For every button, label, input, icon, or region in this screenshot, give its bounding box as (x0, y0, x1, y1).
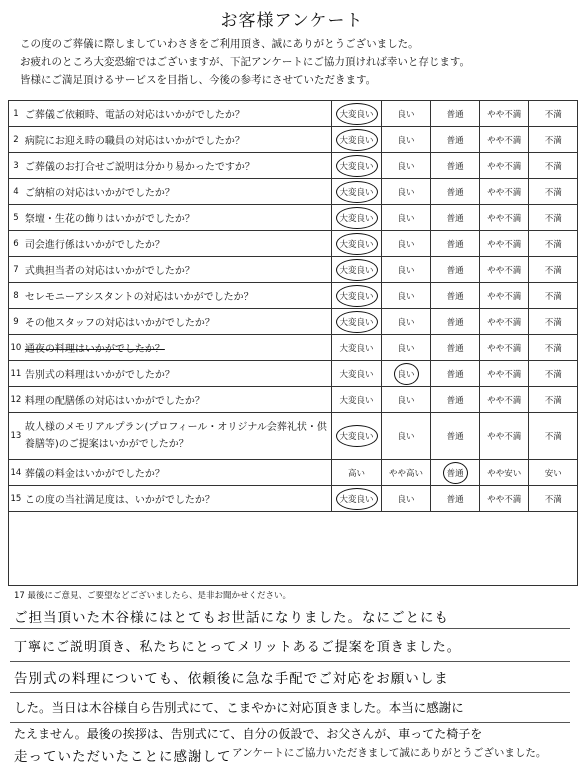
question-row (9, 283, 578, 309)
selected-answer: 大変良い (336, 285, 378, 307)
answer-label: 不満 (544, 432, 562, 442)
answer-label: やや不満 (487, 187, 522, 198)
question-text: 葬儀の料金はいかがでしたか？ (23, 460, 332, 486)
answer-label: やや不満 (487, 369, 522, 380)
handwritten-line: した。当日は木谷様自ら告別式にて、こまやかに対応頂きました。本当に感謝に (14, 700, 464, 715)
answer-option[interactable] (529, 413, 578, 460)
question-row (9, 153, 578, 179)
answer-option[interactable] (332, 387, 382, 413)
answer-option[interactable] (381, 127, 430, 153)
question-number: 7 (9, 257, 23, 283)
answer-label: 良い (397, 187, 415, 198)
answer-option[interactable] (332, 335, 382, 361)
answer-label: 高い (348, 468, 366, 479)
question-text: その他スタッフの対応はいかがでしたか？ (23, 309, 332, 335)
answer-option[interactable] (529, 153, 578, 179)
answer-option[interactable] (381, 361, 430, 387)
answer-label: やや不満 (487, 343, 522, 354)
question-row (9, 460, 578, 486)
selected-answer: 良い (394, 363, 419, 385)
question-number: 13 (9, 413, 23, 460)
answer-option[interactable] (529, 309, 578, 335)
question-text: 告別式の料理はいかがでしたか？ (23, 361, 332, 387)
answer-option[interactable] (529, 127, 578, 153)
answer-option[interactable] (332, 179, 382, 205)
answer-option[interactable] (431, 257, 480, 283)
selected-answer: 大変良い (336, 103, 378, 125)
question-row (9, 335, 578, 361)
survey-title: お客様アンケート (220, 11, 364, 31)
answer-option[interactable] (381, 413, 430, 460)
answer-option[interactable] (480, 153, 529, 179)
answer-label: 大変良い (339, 343, 374, 354)
question-number: 2 (9, 127, 23, 153)
answer-label: 普通 (446, 291, 464, 302)
selected-answer: 大変良い (336, 181, 378, 203)
question-text: ご葬儀ご依頼時、電話の対応はいかがでしたか？ (23, 101, 332, 127)
answer-option[interactable] (332, 127, 382, 153)
answer-option[interactable] (529, 361, 578, 387)
selected-answer: 大変良い (336, 259, 378, 281)
question-row (9, 361, 578, 387)
question-number: 1 (9, 101, 23, 127)
answer-label: 不満 (544, 109, 562, 120)
question-text: 通夜の料理はいかがでしたか？ (23, 335, 332, 361)
answer-label: やや不満 (487, 317, 522, 328)
answer-option[interactable] (332, 283, 382, 309)
selected-answer: 大変良い (336, 488, 378, 510)
intro-line: 皆様にご満足頂けるサービスを目指し、今後の参考にさせていただきます。 (20, 74, 377, 86)
answer-option[interactable] (480, 309, 529, 335)
answer-option[interactable] (431, 205, 480, 231)
answer-label: 良い (397, 161, 415, 172)
question-row (9, 101, 578, 127)
answer-label: 良い (397, 135, 415, 146)
answer-option[interactable] (529, 460, 578, 486)
answer-option[interactable] (431, 361, 480, 387)
answer-option[interactable] (381, 460, 430, 486)
answer-option[interactable] (480, 101, 529, 127)
answer-label: 普通 (446, 109, 464, 120)
answer-option[interactable] (480, 205, 529, 231)
answer-option[interactable] (480, 361, 529, 387)
answer-label: 良い (397, 343, 415, 354)
question-row (9, 127, 578, 153)
answer-option[interactable] (332, 257, 382, 283)
answer-label: 不満 (544, 213, 562, 224)
question-number: 14 (9, 460, 23, 486)
answer-option[interactable] (332, 153, 382, 179)
survey-table (8, 100, 578, 512)
answer-label: 普通 (446, 369, 464, 380)
answer-label: 良い (397, 239, 415, 250)
question-number: 8 (9, 283, 23, 309)
answer-label: やや不満 (487, 291, 522, 302)
question-row (9, 179, 578, 205)
question-row (9, 205, 578, 231)
question-row (9, 309, 578, 335)
answer-label: 良い (397, 291, 415, 302)
answer-option[interactable] (431, 231, 480, 257)
answer-label: 不満 (544, 343, 562, 354)
answer-label: やや不満 (487, 494, 522, 505)
answer-label: やや不満 (487, 135, 522, 146)
answer-option[interactable] (480, 127, 529, 153)
selected-answer: 大変良い (336, 207, 378, 229)
answer-option[interactable] (381, 335, 430, 361)
answer-option[interactable] (332, 205, 382, 231)
question-text: 司会進行係はいかがでしたか？ (23, 231, 332, 257)
handwritten-line: たえません。最後の挨拶は、告別式にて、自分の仮設で、お父さんが、車ってた椅子を (14, 727, 483, 741)
question-text: セレモニーアシスタントの対応はいかがでしたか？ (23, 283, 332, 309)
question-number: 4 (9, 179, 23, 205)
answer-label: 普通 (446, 317, 464, 328)
answer-label: 不満 (544, 265, 562, 276)
answer-label: 不満 (544, 395, 562, 406)
answer-label: 良い (397, 395, 415, 406)
answer-option[interactable] (529, 231, 578, 257)
answer-label: 大変良い (339, 395, 374, 406)
answer-label: 良い (397, 109, 415, 120)
answer-option[interactable] (480, 231, 529, 257)
question-row (9, 413, 578, 460)
answer-option[interactable] (480, 460, 529, 486)
answer-option[interactable] (431, 179, 480, 205)
intro-line: お疲れのところ大変恐縮ではございますが、下記アンケートにご協力頂ければ幸いと存じます。 (20, 56, 471, 68)
answer-label: 良い (397, 494, 415, 505)
answer-option[interactable] (381, 283, 430, 309)
answer-label: 普通 (446, 494, 464, 505)
answer-label: 不満 (544, 187, 562, 198)
question-row (9, 231, 578, 257)
question-number: 9 (9, 309, 23, 335)
answer-option[interactable] (480, 335, 529, 361)
answer-label: やや不満 (487, 213, 522, 224)
answer-label: やや不満 (487, 432, 522, 442)
question-number: 10 (9, 335, 23, 361)
question-number: 5 (9, 205, 23, 231)
answer-option[interactable] (431, 413, 480, 460)
answer-label: 普通 (446, 343, 464, 354)
question-number: 12 (9, 387, 23, 413)
answer-option[interactable] (332, 361, 382, 387)
answer-label: やや不満 (487, 265, 522, 276)
answer-option[interactable] (381, 179, 430, 205)
answer-label: 良い (397, 213, 415, 224)
answer-label: 良い (397, 317, 415, 328)
question-text: 故人様のメモリアルプラン(プロフィール・オリジナル会葬礼状・供養膳等)のご提案はいかがでしたか？ (23, 413, 332, 460)
answer-option[interactable] (480, 283, 529, 309)
question-text: この度の当社満足度は、いかがでしたか？ (23, 486, 332, 512)
answer-label: 不満 (544, 161, 562, 172)
answer-option[interactable] (431, 101, 480, 127)
question-number: 11 (9, 361, 23, 387)
question-text: 病院にお迎え時の職員の対応はいかがでしたか？ (23, 127, 332, 153)
answer-option[interactable] (529, 257, 578, 283)
ruled-line (10, 628, 570, 629)
answer-option[interactable] (529, 335, 578, 361)
answer-label: 不満 (544, 494, 562, 505)
answer-option[interactable] (381, 387, 430, 413)
answer-option[interactable] (529, 283, 578, 309)
selected-answer: 普通 (443, 462, 468, 484)
answer-option[interactable] (431, 153, 480, 179)
answer-option[interactable] (332, 460, 382, 486)
answer-option[interactable] (431, 335, 480, 361)
comment-label: 17 最後にご意見、ご要望などございましたら、是非お聞かせください。 (14, 591, 292, 601)
answer-option[interactable] (332, 309, 382, 335)
answer-label: やや高い (389, 468, 424, 479)
answer-option[interactable] (529, 205, 578, 231)
answer-option[interactable] (431, 127, 480, 153)
question-text: ご葬儀のお打合せご説明は分かり易かったですか？ (23, 153, 332, 179)
answer-label: やや不満 (487, 239, 522, 250)
answer-option[interactable] (381, 231, 430, 257)
answer-label: 不満 (544, 239, 562, 250)
answer-label: 不満 (544, 369, 562, 380)
answer-label: 安い (544, 468, 562, 479)
answer-option[interactable] (381, 205, 430, 231)
answer-option[interactable] (529, 101, 578, 127)
answer-label: 良い (397, 265, 415, 276)
answer-option[interactable] (529, 179, 578, 205)
ruled-line (10, 661, 570, 662)
answer-option[interactable] (332, 231, 382, 257)
intro-line: この度のご葬儀に際しましていわさきをご利用頂き、誠にありがとうございました。 (20, 38, 419, 50)
answer-option[interactable] (381, 153, 430, 179)
answer-option[interactable] (332, 101, 382, 127)
question-text: 料理の配膳係の対応はいかがでしたか？ (23, 387, 332, 413)
question-text: 式典担当者の対応はいかがでしたか？ (23, 257, 332, 283)
ruled-line (10, 692, 570, 693)
answer-label: 普通 (446, 432, 464, 442)
answer-label: 不満 (544, 317, 562, 328)
question-text: 祭壇・生花の飾りはいかがでしたか？ (23, 205, 332, 231)
question-row (9, 387, 578, 413)
answer-label: やや不満 (487, 395, 522, 406)
answer-option[interactable] (332, 413, 382, 460)
answer-option[interactable] (529, 387, 578, 413)
answer-option[interactable] (480, 257, 529, 283)
answer-label: やや不満 (487, 109, 522, 120)
answer-option[interactable] (480, 387, 529, 413)
answer-label: 不満 (544, 135, 562, 146)
thanks-note: アンケートにご協力いただきまして誠にありがとうございました。 (232, 747, 547, 759)
question-row (9, 257, 578, 283)
selected-answer: 大変良い (336, 233, 378, 255)
intro-text (20, 35, 580, 89)
handwritten-line: 告別式の料理についても、依頼後に急な手配でご対応をお願いしま (14, 671, 449, 687)
question-number: 15 (9, 486, 23, 512)
question-number: 6 (9, 231, 23, 257)
answer-option[interactable] (431, 460, 480, 486)
answer-option[interactable] (431, 283, 480, 309)
answer-option[interactable] (480, 413, 529, 460)
answer-option[interactable] (381, 257, 430, 283)
answer-label: 普通 (446, 161, 464, 172)
answer-option[interactable] (381, 309, 430, 335)
answer-label: 普通 (446, 213, 464, 224)
answer-label: 普通 (446, 239, 464, 250)
answer-label: 普通 (446, 265, 464, 276)
selected-answer: 大変良い (336, 155, 378, 177)
answer-label: やや不満 (487, 161, 522, 172)
answer-label: 良い (397, 432, 415, 442)
answer-label: やや安い (487, 468, 522, 479)
answer-label: 普通 (446, 187, 464, 198)
handwritten-line: ご担当頂いた木谷様にはとてもお世話になりました。なにごとにも (14, 610, 449, 626)
selected-answer: 大変良い (336, 425, 378, 447)
handwritten-line: 丁寧にご説明頂き、私たちにとってメリットあるご提案を頂きました。 (14, 640, 461, 655)
answer-label: 普通 (446, 135, 464, 146)
answer-label: 不満 (544, 291, 562, 302)
answer-option[interactable] (480, 179, 529, 205)
selected-answer: 大変良い (336, 129, 378, 151)
answer-label: 大変良い (339, 369, 374, 380)
question-text: ご納棺の対応はいかがでしたか？ (23, 179, 332, 205)
answer-label: 普通 (446, 395, 464, 406)
blank-area (8, 493, 578, 586)
selected-answer: 大変良い (336, 311, 378, 333)
ruled-line (10, 722, 570, 723)
question-number: 3 (9, 153, 23, 179)
answer-option[interactable] (431, 309, 480, 335)
answer-option[interactable] (431, 387, 480, 413)
handwritten-line: 走っていただいたことに感謝して (14, 749, 232, 765)
answer-option[interactable] (381, 101, 430, 127)
